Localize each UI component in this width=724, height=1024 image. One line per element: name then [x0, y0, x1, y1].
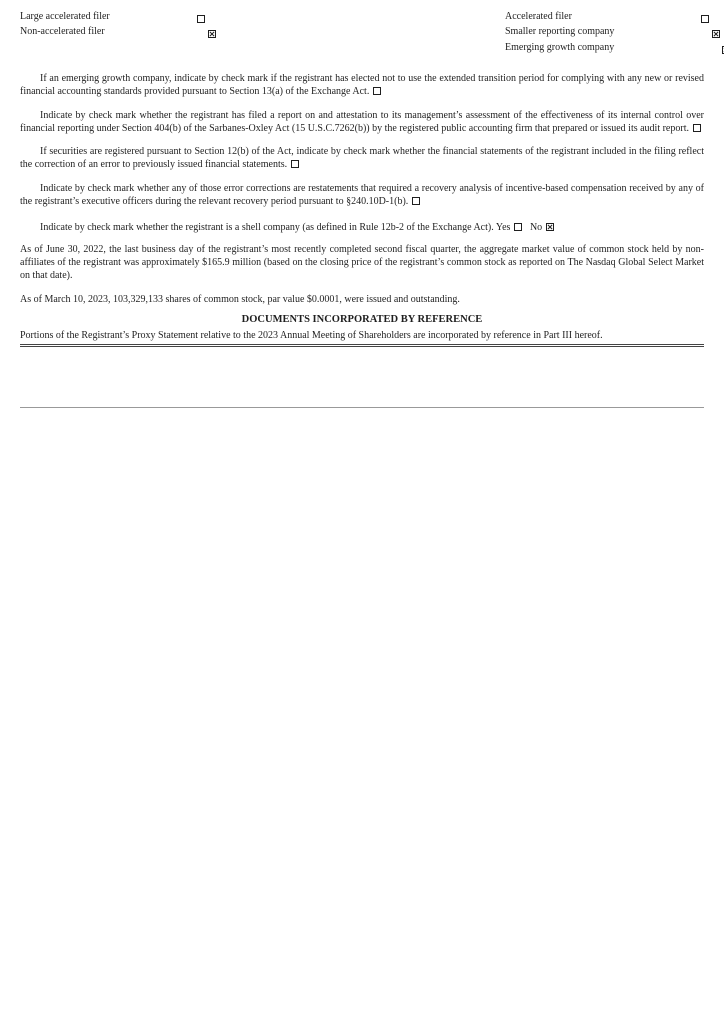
documents-incorporated-heading: DOCUMENTS INCORPORATED BY REFERENCE	[241, 313, 483, 325]
shares-outstanding-paragraph: As of March 10, 2023, 103,329,133 shares of common stock, par value $0.0001, were issued and outstanding.	[20, 293, 460, 305]
emerging-growth-election-paragraph	[20, 72, 704, 99]
large-accelerated-filer-label: Large accelerated filer	[20, 11, 110, 22]
shell-company-no-checkbox[interactable]	[546, 223, 554, 231]
shell-company-text: Indicate by check mark whether the registrant is a shell company (as defined in Rule 12b-2 of the Exchange Act).	[40, 222, 494, 234]
large-accelerated-filer-checkbox[interactable]	[197, 15, 205, 23]
page-bottom-rule	[20, 407, 704, 408]
recovery-analysis-checkbox[interactable]	[412, 197, 420, 205]
shell-company-yes-label: Yes	[495, 222, 511, 234]
filer-status-grid	[20, 10, 704, 58]
documents-incorporated-text: Portions of the Registrant’s Proxy Statement relative to the 2023 Annual Meeting of Shareholders are incorporated by reference in Part III hereof.	[20, 329, 603, 341]
internal-control-text: Indicate by check mark whether the registrant has filed a report on and attestation to its management’s assessment of the effectiveness of its internal control over financial reporting under Section 404(b) of the Sarbanes-Oxley Act (15 U.S.C.7262(b)) by the registered public accounting firm that prepared or issued its audit report.	[20, 109, 704, 134]
internal-control-paragraph	[20, 109, 704, 136]
shell-company-no-label: No	[529, 222, 543, 234]
non-accelerated-filer-checkbox[interactable]	[208, 30, 216, 38]
emerging-growth-election-checkbox[interactable]	[373, 87, 381, 95]
section-divider-double	[20, 344, 704, 347]
non-accelerated-filer-label: Non-accelerated filer	[20, 26, 105, 37]
smaller-reporting-company-checkbox[interactable]	[712, 30, 720, 38]
section-12b-checkbox[interactable]	[291, 160, 299, 168]
shell-company-paragraph	[20, 221, 704, 234]
shell-company-yes-checkbox[interactable]	[514, 223, 522, 231]
internal-control-checkbox[interactable]	[693, 124, 701, 132]
section-12b-text: If securities are registered pursuant to Section 12(b) of the Act, indicate by check mark whether the financial statements of the registrant included in the filing reflect the correction of an error to previously issued financial statements.	[20, 146, 704, 171]
accelerated-filer-label: Accelerated filer	[505, 11, 572, 22]
recovery-analysis-paragraph	[20, 182, 704, 209]
smaller-reporting-company-label: Smaller reporting company	[505, 26, 615, 37]
emerging-growth-company-label: Emerging growth company	[505, 42, 615, 53]
cover-page-content	[20, 10, 704, 408]
section-12b-paragraph	[20, 145, 704, 172]
market-value-paragraph: As of June 30, 2022, the last business day of the registrant’s most recently completed second fiscal quarter, the aggregate market value of common stock held by non-affiliates of the registrant was approximately $165.9 million (based on the closing price of the registrant’s common stock as reported on The Nasdaq Global Select Market on that date).	[20, 243, 704, 282]
recovery-analysis-text: Indicate by check mark whether any of those error corrections are restatements that required a recovery analysis of incentive-based compensation received by any of the registrant’s executive officers during the relevant recovery period pursuant to §240.10D-1(b).	[20, 182, 704, 208]
accelerated-filer-checkbox[interactable]	[701, 15, 709, 23]
emerging-growth-election-text: If an emerging growth company, indicate by check mark if the registrant has elected not to use the extended transition period for complying with any new or revised financial accounting standards provided pursuant to Section 13(a) of the Exchange Act.	[20, 73, 704, 98]
